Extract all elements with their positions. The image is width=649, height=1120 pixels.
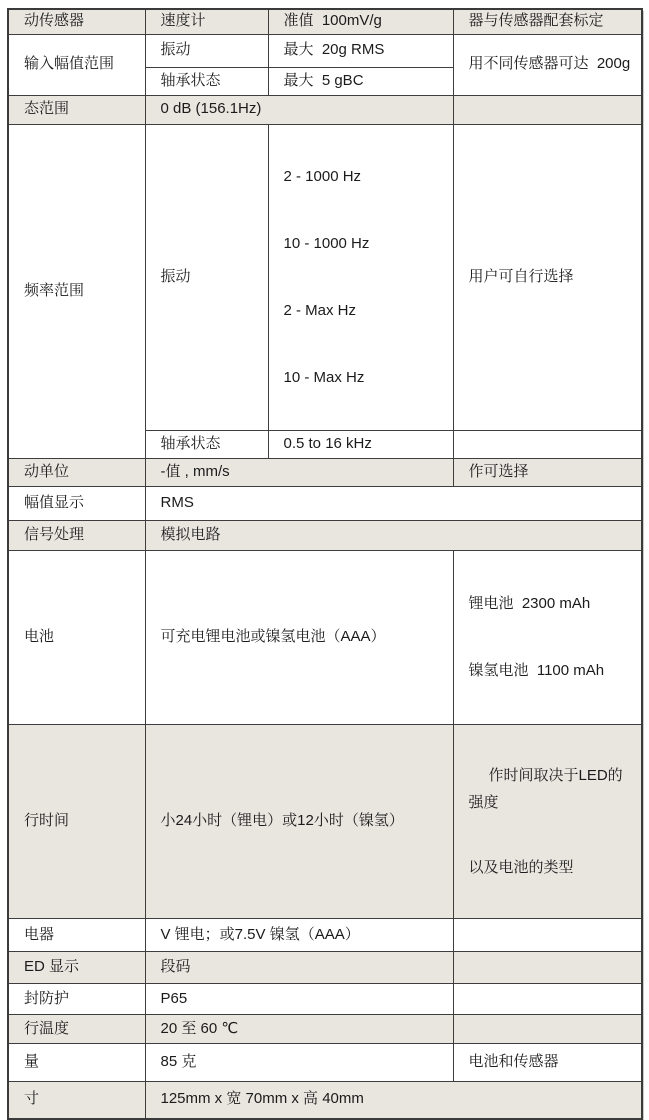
sub-label-bearing: 轴承状态	[145, 67, 268, 95]
note-battery-line1: 锂电池 2300 mAh	[468, 594, 591, 612]
value-amplitude-display: RMS	[145, 487, 642, 521]
table-row-led-display	[8, 952, 642, 984]
table-row-size	[8, 1082, 642, 1119]
table-row-runtime	[8, 724, 642, 919]
note-unit: 作可选择	[453, 459, 642, 487]
freq-option-3: 2 - Max Hz	[283, 302, 357, 319]
value-battery: 可充电锂电池或镍氢电池（AAA）	[145, 551, 453, 725]
table-row-dynamic-range	[8, 95, 642, 124]
row-label-unit: 动单位	[8, 459, 145, 487]
table-row-unit	[8, 459, 642, 487]
note-temperature-empty	[453, 1015, 642, 1044]
sub-label-freq-vibration: 振动	[145, 124, 268, 431]
value-charger: V 锂电；或7.5V 镍氢（AAA）	[145, 919, 453, 952]
value-temperature: 20 至 60 ℃	[145, 1015, 453, 1044]
value-size: 125mm x 宽 70mm x 高 40mm	[145, 1082, 642, 1119]
freq-option-2: 10 - 1000 Hz	[283, 235, 370, 252]
row-label-led-display: ED 显示	[8, 952, 145, 984]
row-label-protection: 封防护	[8, 984, 145, 1015]
spec-table	[7, 8, 643, 1120]
header-cell-note: 器与传感器配套标定	[453, 9, 642, 34]
note-led-display-empty	[453, 952, 642, 984]
note-battery	[453, 551, 642, 725]
sub-label-vibration: 振动	[145, 34, 268, 67]
table-row-header	[8, 9, 642, 34]
table-row-temperature	[8, 1015, 642, 1044]
table-row-amplitude-display	[8, 487, 642, 521]
row-label-size: 寸	[8, 1082, 145, 1119]
value-dynamic-range: 0 dB (156.1Hz)	[145, 95, 453, 124]
row-label-input-range: 输入幅值范围	[8, 34, 145, 95]
table-row-signal	[8, 521, 642, 551]
row-label-battery: 电池	[8, 551, 145, 725]
value-protection: P65	[145, 984, 453, 1015]
value-bearing-max: 最大 5 gBC	[268, 67, 453, 95]
note-protection-empty	[453, 984, 642, 1015]
value-vibration-max: 最大 20g RMS	[268, 34, 453, 67]
row-label-freq-range: 频率范围	[8, 124, 145, 459]
value-freq-bearing: 0.5 to 16 kHz	[268, 431, 453, 459]
note-dynamic-range-empty	[453, 95, 642, 124]
note-input-range: 用不同传感器可达 200g	[453, 34, 642, 95]
value-freq-options	[268, 124, 453, 431]
note-runtime-line2: 以及电池的类型	[468, 858, 574, 876]
row-label-temperature: 行温度	[8, 1015, 145, 1044]
value-weight: 85 克	[145, 1044, 453, 1082]
table-row-weight	[8, 1044, 642, 1082]
row-label-charger: 电器	[8, 919, 145, 952]
row-label-signal: 信号处理	[8, 521, 145, 551]
row-label-amplitude-display: 幅值显示	[8, 487, 145, 521]
note-freq-range: 用户可自行选择	[453, 124, 642, 431]
table-row-battery	[8, 551, 642, 725]
value-signal: 模拟电路	[145, 521, 642, 551]
note-weight: 电池和传感器	[453, 1044, 642, 1082]
note-runtime	[453, 724, 642, 919]
header-cell-speed: 速度计	[145, 9, 268, 34]
table-row-protection	[8, 984, 642, 1015]
freq-option-1: 2 - 1000 Hz	[283, 168, 362, 185]
value-unit: -值 , mm/s	[145, 459, 453, 487]
note-charger-empty	[453, 919, 642, 952]
table-row-freq-range-vibration	[8, 124, 642, 431]
note-battery-line2: 镍氢电池 1100 mAh	[468, 662, 605, 679]
freq-option-4: 10 - Max Hz	[283, 369, 365, 386]
row-label-runtime: 行时间	[8, 724, 145, 919]
note-freq-bearing-empty	[453, 431, 642, 459]
table-row-charger	[8, 919, 642, 952]
value-led-display: 段码	[145, 952, 453, 984]
row-label-weight: 量	[8, 1044, 145, 1082]
header-cell-sensor: 动传感器	[8, 9, 145, 34]
value-runtime: 小24小时（锂电）或12小时（镍氢）	[145, 724, 453, 919]
sub-label-freq-bearing: 轴承状态	[145, 431, 268, 459]
header-cell-calibration: 准值 100mV/g	[268, 9, 453, 34]
note-runtime-line1: 作时间取决于LED的强度	[468, 767, 623, 811]
row-label-dynamic-range: 态范围	[8, 95, 145, 124]
table-row-input-range-vibration	[8, 34, 642, 67]
